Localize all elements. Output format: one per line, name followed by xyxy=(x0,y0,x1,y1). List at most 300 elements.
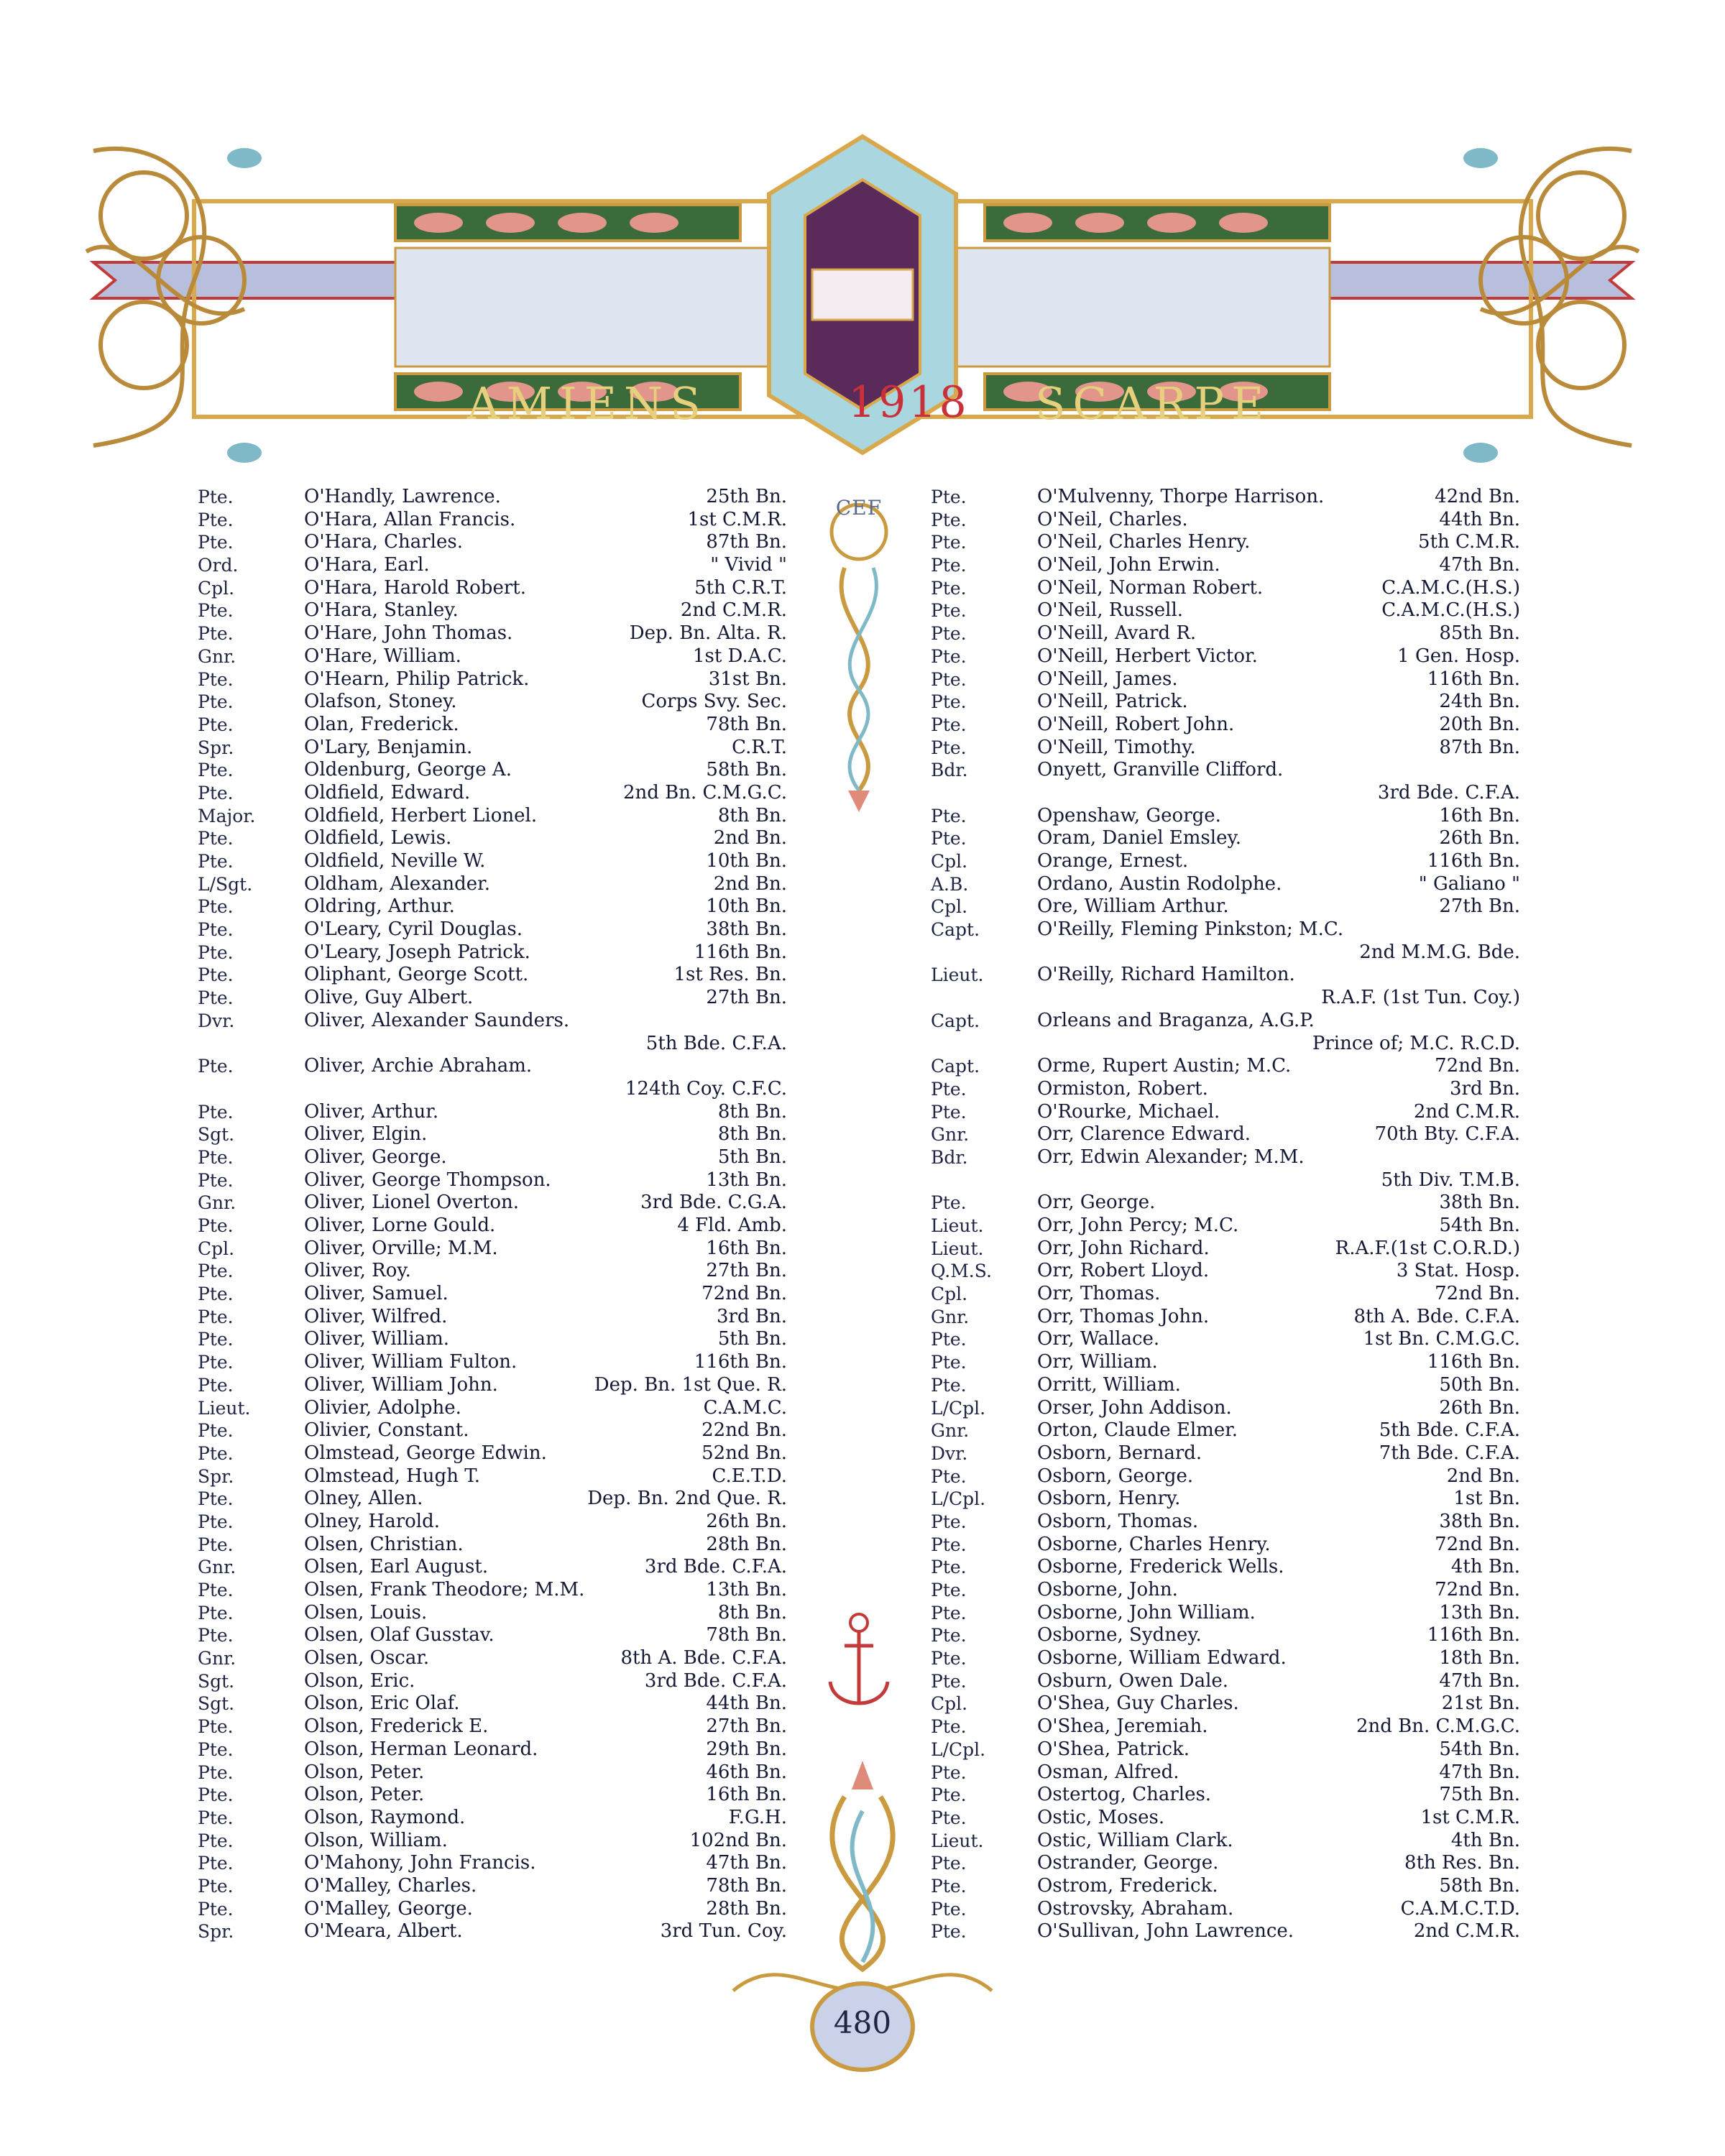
rank: Pte. xyxy=(931,1374,967,1396)
roll-entry xyxy=(198,1442,787,1465)
unit: 1st C.M.R. xyxy=(687,508,787,530)
soldier-name: O'Neill, Herbert Victor. xyxy=(1037,645,1258,667)
right-name-column xyxy=(931,486,1520,1943)
soldier-name: O'Neil, Russell. xyxy=(1037,599,1184,622)
unit: 47th Bn. xyxy=(706,1852,787,1874)
unit: 7th Bde. C.F.A. xyxy=(1379,1442,1520,1464)
soldier-name: Oliver, Alexander Saunders. xyxy=(304,1009,570,1031)
soldier-name: O'Rourke, Michael. xyxy=(1037,1100,1220,1123)
soldier-name: O'Handly, Lawrence. xyxy=(304,486,501,507)
soldier-name: Oliver, Roy. xyxy=(304,1260,411,1282)
soldier-name: Osborn, George. xyxy=(1037,1465,1194,1487)
roll-entry xyxy=(931,1260,1520,1283)
roll-entry xyxy=(931,1579,1520,1602)
unit: 31st Bn. xyxy=(708,668,787,690)
roll-entry xyxy=(931,827,1520,850)
soldier-name: Oldring, Arthur. xyxy=(304,895,455,918)
soldier-name: Osborne, Charles Henry. xyxy=(1037,1533,1271,1555)
rank: L/Cpl. xyxy=(931,1397,986,1419)
rank: Pte. xyxy=(198,1169,234,1191)
soldier-name: Olsen, Oscar. xyxy=(304,1647,430,1669)
soldier-name: Olsen, Christian. xyxy=(304,1533,464,1555)
unit: 72nd Bn. xyxy=(1435,1579,1520,1600)
roll-entry xyxy=(198,1238,787,1261)
soldier-name: O'Shea, Jeremiah. xyxy=(1037,1715,1208,1738)
roll-entry xyxy=(198,1078,787,1101)
rank: Pte. xyxy=(198,1146,234,1168)
soldier-name: O'Reilly, Fleming Pinkston; M.C. xyxy=(1037,918,1344,941)
soldier-name: O'Reilly, Richard Hamilton. xyxy=(1037,964,1295,986)
roll-entry xyxy=(198,1647,787,1670)
roll-entry xyxy=(931,509,1520,532)
rank: Ord. xyxy=(198,555,239,576)
unit: 5th Bde. C.F.A. xyxy=(1379,1419,1520,1442)
rank: Capt. xyxy=(931,1010,980,1031)
rank: Pte. xyxy=(198,1101,234,1123)
rank: Pte. xyxy=(198,1420,234,1442)
left-name-column xyxy=(198,486,787,1943)
unit: 52nd Bn. xyxy=(702,1442,787,1464)
rank: Pte. xyxy=(931,1648,967,1669)
roll-entry xyxy=(931,1830,1520,1853)
rank: Pte. xyxy=(198,851,234,872)
rank: Pte. xyxy=(198,1830,234,1851)
rank: Pte. xyxy=(198,1352,234,1373)
rank: Gnr. xyxy=(931,1124,970,1146)
soldier-name: Olney, Allen. xyxy=(304,1488,423,1510)
soldier-name: O'Hara, Harold Robert. xyxy=(304,576,526,599)
roll-entry xyxy=(198,759,787,782)
rank: Pte. xyxy=(198,987,234,1009)
roll-entry xyxy=(198,1534,787,1557)
unit: 2nd C.M.R. xyxy=(1413,1100,1520,1123)
roll-entry xyxy=(198,645,787,668)
rank: Cpl. xyxy=(198,577,235,599)
rank: Pte. xyxy=(198,487,234,507)
roll-entry xyxy=(198,1192,787,1215)
rank: Pte. xyxy=(198,1488,234,1510)
unit: 3rd Bn. xyxy=(717,1305,787,1327)
roll-entry xyxy=(931,918,1520,941)
soldier-name: Osborne, Sydney. xyxy=(1037,1624,1202,1646)
unit: 116th Bn. xyxy=(1427,1351,1520,1373)
unit: Dep. Bn. 1st Que. R. xyxy=(594,1373,787,1396)
unit: 124th Coy. C.F.C. xyxy=(625,1077,787,1100)
unit: C.A.M.C.(H.S.) xyxy=(1381,576,1520,599)
unit: 26th Bn. xyxy=(706,1510,787,1532)
roll-entry xyxy=(931,1534,1520,1557)
soldier-name: O'Malley, George. xyxy=(304,1897,473,1920)
roll-entry xyxy=(931,1556,1520,1579)
soldier-name: Oram, Daniel Emsley. xyxy=(1037,827,1241,849)
roll-entry xyxy=(198,1807,787,1830)
roll-entry xyxy=(931,1852,1520,1875)
unit: 1 Gen. Hosp. xyxy=(1397,645,1520,667)
roll-entry xyxy=(198,554,787,577)
soldier-name: Ostrom, Frederick. xyxy=(1037,1874,1218,1897)
unit: 58th Bn. xyxy=(1439,1874,1520,1897)
soldier-name: Orr, Thomas John. xyxy=(1037,1305,1210,1327)
roll-entry xyxy=(198,1488,787,1511)
unit: C.R.T. xyxy=(732,736,787,758)
roll-entry xyxy=(198,1328,787,1351)
roll-entry xyxy=(931,1101,1520,1124)
soldier-name: Olson, Raymond. xyxy=(304,1806,466,1828)
roll-entry xyxy=(931,1010,1520,1033)
soldier-name: O'Hara, Earl. xyxy=(304,554,430,576)
roll-entry xyxy=(198,1146,787,1169)
soldier-name: O'Neill, Avard R. xyxy=(1037,622,1197,645)
rank: Major. xyxy=(198,805,256,826)
rank: Pte. xyxy=(198,1875,234,1897)
unit: 2nd Bn. C.M.G.C. xyxy=(622,781,787,803)
soldier-name: Orr, Thomas. xyxy=(1037,1283,1161,1305)
roll-entry xyxy=(931,1283,1520,1306)
unit: 78th Bn. xyxy=(706,713,787,735)
unit: 38th Bn. xyxy=(706,918,787,941)
unit: 13th Bn. xyxy=(1439,1601,1520,1623)
rank: Sgt. xyxy=(198,1124,235,1146)
soldier-name: O'Neill, Robert John. xyxy=(1037,713,1235,735)
unit: 5th C.R.T. xyxy=(694,576,787,599)
rank: Cpl. xyxy=(198,1238,235,1259)
unit: 72nd Bn. xyxy=(1435,1055,1520,1077)
rank: Pte. xyxy=(198,1625,234,1646)
rank: Pte. xyxy=(931,645,967,667)
unit: 85th Bn. xyxy=(1439,622,1520,645)
unit: F.G.H. xyxy=(728,1806,787,1828)
roll-entry xyxy=(198,1169,787,1192)
rank: Pte. xyxy=(931,1853,967,1874)
soldier-name: Osborne, John. xyxy=(1037,1579,1178,1600)
unit: 8th Res. Bn. xyxy=(1404,1852,1520,1874)
rank: Pte. xyxy=(198,1716,234,1738)
rank: Gnr. xyxy=(198,1192,236,1214)
banner-right-text: SCARPE xyxy=(1035,377,1271,430)
soldier-name: Olive, Guy Albert. xyxy=(304,987,474,1009)
rank: Pte. xyxy=(931,487,967,507)
unit: 13th Bn. xyxy=(706,1579,787,1600)
unit: 27th Bn. xyxy=(706,1715,787,1738)
rank: Cpl. xyxy=(931,896,968,918)
roll-entry xyxy=(198,1761,787,1784)
rank: Pte. xyxy=(931,1625,967,1646)
rank: L/Cpl. xyxy=(931,1738,986,1760)
roll-entry xyxy=(931,1146,1520,1169)
roll-entry xyxy=(931,1511,1520,1534)
rank: Pte. xyxy=(931,737,967,758)
rank: Pte. xyxy=(931,623,967,645)
unit: 46th Bn. xyxy=(706,1761,787,1783)
unit: 8th Bn. xyxy=(717,1601,787,1623)
roll-entry xyxy=(198,918,787,941)
roll-entry xyxy=(198,1033,787,1056)
rank: Pte. xyxy=(198,1442,234,1464)
soldier-name: Oldfield, Herbert Lionel. xyxy=(304,804,538,826)
soldier-name: O'Hara, Allan Francis. xyxy=(304,508,516,530)
soldier-name: O'Meara, Albert. xyxy=(304,1920,463,1943)
unit: 116th Bn. xyxy=(694,941,787,963)
soldier-name: Osman, Alfred. xyxy=(1037,1761,1179,1783)
roll-entry xyxy=(931,1715,1520,1738)
unit: 1st C.M.R. xyxy=(1420,1806,1520,1828)
soldier-name: Olsen, Earl August. xyxy=(304,1556,489,1578)
rank: Pte. xyxy=(931,1465,967,1487)
soldier-name: O'Hearn, Philip Patrick. xyxy=(304,668,530,690)
soldier-name: Osborne, William Edward. xyxy=(1037,1647,1287,1669)
soldier-name: Orton, Claude Elmer. xyxy=(1037,1419,1238,1442)
soldier-name: Orritt, William. xyxy=(1037,1373,1181,1396)
roll-entry xyxy=(198,509,787,532)
rank: Pte. xyxy=(931,1352,967,1373)
roll-entry xyxy=(931,759,1520,782)
unit: 13th Bn. xyxy=(706,1169,787,1191)
soldier-name: Olson, Eric Olaf. xyxy=(304,1692,460,1715)
rank: Lieut. xyxy=(198,1397,251,1419)
unit: 8th A. Bde. C.F.A. xyxy=(620,1647,787,1669)
rank: Pte. xyxy=(198,1784,234,1806)
roll-entry xyxy=(198,941,787,964)
rank: Lieut. xyxy=(931,1238,984,1259)
roll-entry xyxy=(198,599,787,622)
unit: 26th Bn. xyxy=(1439,827,1520,849)
roll-entry xyxy=(198,850,787,873)
illuminated-banner xyxy=(65,108,1660,510)
unit: C.A.M.C.T.D. xyxy=(1400,1897,1520,1920)
unit: Dep. Bn. 2nd Que. R. xyxy=(587,1488,787,1510)
rank: Pte. xyxy=(198,1580,234,1600)
soldier-name: Olmstead, Hugh T. xyxy=(304,1465,480,1487)
soldier-name: Oliver, Elgin. xyxy=(304,1123,428,1146)
unit: 3rd Bde. C.F.A. xyxy=(644,1669,787,1692)
soldier-name: O'Hare, John Thomas. xyxy=(304,622,513,645)
soldier-name: Olsen, Frank Theodore; M.M. xyxy=(304,1579,585,1600)
rank: A.B. xyxy=(931,873,969,895)
center-stem-ornament xyxy=(812,503,906,812)
roll-entry xyxy=(198,622,787,645)
soldier-name: Orleans and Braganza, A.G.P. xyxy=(1037,1009,1315,1031)
roll-entry xyxy=(931,1306,1520,1329)
roll-entry xyxy=(931,714,1520,737)
roll-entry xyxy=(198,1010,787,1033)
unit: 8th A. Bde. C.F.A. xyxy=(1353,1305,1520,1327)
soldier-name: Osborn, Henry. xyxy=(1037,1488,1181,1510)
rank: Pte. xyxy=(198,714,234,735)
soldier-name: Ostic, Moses. xyxy=(1037,1806,1165,1828)
rank: Pte. xyxy=(198,509,234,530)
rank: Bdr. xyxy=(931,760,968,781)
roll-entry xyxy=(931,1192,1520,1215)
roll-entry xyxy=(198,737,787,760)
soldier-name: Orser, John Addison. xyxy=(1037,1396,1232,1419)
rank: Pte. xyxy=(198,668,234,690)
unit: 102nd Bn. xyxy=(689,1829,787,1851)
roll-entry xyxy=(931,873,1520,896)
page-number: 480 xyxy=(833,2005,892,2040)
unit: 72nd Bn. xyxy=(1435,1533,1520,1555)
unit: 5th Bn. xyxy=(717,1328,787,1350)
rank: Pte. xyxy=(198,782,234,803)
unit: 1st Bn. C.M.G.C. xyxy=(1363,1328,1520,1350)
soldier-name: O'Hara, Stanley. xyxy=(304,599,459,622)
soldier-name: Orr, John Richard. xyxy=(1037,1237,1210,1259)
rank: Pte. xyxy=(198,760,234,781)
roll-entry xyxy=(931,1738,1520,1761)
roll-entry xyxy=(931,531,1520,554)
unit: 20th Bn. xyxy=(1439,713,1520,735)
banner-year: 1918 xyxy=(848,377,970,428)
roll-entry xyxy=(198,1101,787,1124)
unit: 1st Res. Bn. xyxy=(673,964,787,986)
rank: Pte. xyxy=(198,1056,234,1077)
unit: 1st Bn. xyxy=(1453,1488,1520,1510)
rank: Pte. xyxy=(931,828,967,849)
rank: Pte. xyxy=(198,1853,234,1874)
roll-entry xyxy=(931,554,1520,577)
roll-entry xyxy=(931,1419,1520,1442)
roll-entry xyxy=(198,1692,787,1715)
roll-entry xyxy=(198,964,787,987)
roll-entry xyxy=(931,850,1520,873)
roll-entry xyxy=(198,577,787,600)
roll-entry xyxy=(198,1556,787,1579)
roll-entry xyxy=(198,1624,787,1647)
rank: Pte. xyxy=(198,600,234,622)
roll-entry xyxy=(931,1123,1520,1146)
soldier-name: O'Lary, Benjamin. xyxy=(304,736,473,758)
rank: Pte. xyxy=(198,691,234,713)
soldier-name: Ostertog, Charles. xyxy=(1037,1784,1212,1806)
rank: Pte. xyxy=(198,1761,234,1783)
roll-entry xyxy=(931,1647,1520,1670)
roll-entry xyxy=(931,645,1520,668)
rank: Pte. xyxy=(931,1807,967,1828)
roll-entry xyxy=(931,1055,1520,1078)
rank: Pte. xyxy=(931,805,967,826)
unit: 44th Bn. xyxy=(706,1692,787,1715)
unit: 3rd Bde. C.F.A. xyxy=(644,1556,787,1578)
soldier-name: O'Shea, Patrick. xyxy=(1037,1738,1190,1760)
rank: Pte. xyxy=(931,600,967,622)
soldier-name: Oldfield, Lewis. xyxy=(304,827,452,849)
soldier-name: Olson, Frederick E. xyxy=(304,1715,489,1738)
soldier-name: O'Neill, Patrick. xyxy=(1037,691,1188,713)
roll-entry xyxy=(931,1488,1520,1511)
soldier-name: O'Leary, Joseph Patrick. xyxy=(304,941,530,963)
rank: Pte. xyxy=(198,828,234,849)
soldier-name: Olmstead, George Edwin. xyxy=(304,1442,547,1464)
roll-entry xyxy=(198,714,787,737)
roll-entry xyxy=(198,1670,787,1693)
unit: 4th Bn. xyxy=(1450,1556,1520,1578)
unit: 2nd Bn. C.M.G.C. xyxy=(1356,1715,1520,1738)
unit: 47th Bn. xyxy=(1439,1669,1520,1692)
rank: Pte. xyxy=(198,1807,234,1828)
roll-entry xyxy=(198,1123,787,1146)
rank: Pte. xyxy=(198,1898,234,1920)
unit: Corps Svy. Sec. xyxy=(641,691,787,713)
roll-entry xyxy=(931,1898,1520,1921)
rank: Capt. xyxy=(931,919,980,941)
monogram: CEF xyxy=(835,495,883,520)
rank: Pte. xyxy=(931,577,967,599)
unit: 78th Bn. xyxy=(706,1624,787,1646)
roll-entry xyxy=(198,1579,787,1602)
rank: Pte. xyxy=(931,1580,967,1600)
unit: 4 Fld. Amb. xyxy=(677,1215,787,1236)
rank: Pte. xyxy=(198,964,234,986)
roll-entry xyxy=(931,1169,1520,1192)
rank: Spr. xyxy=(198,1921,234,1943)
roll-entry xyxy=(198,531,787,554)
rank: Lieut. xyxy=(931,964,984,986)
rank: Cpl. xyxy=(931,851,968,872)
unit: 72nd Bn. xyxy=(702,1283,787,1305)
unit: 116th Bn. xyxy=(1427,850,1520,872)
rank: Pte. xyxy=(198,1511,234,1532)
rank: Pte. xyxy=(931,509,967,530)
roll-entry xyxy=(931,486,1520,509)
soldier-name: Oliver, Orville; M.M. xyxy=(304,1237,498,1259)
soldier-name: Orr, George. xyxy=(1037,1192,1156,1214)
unit: 5th Div. T.M.B. xyxy=(1381,1169,1520,1191)
soldier-name: O'Hara, Charles. xyxy=(304,531,463,553)
unit: 38th Bn. xyxy=(1439,1192,1520,1214)
rank: Bdr. xyxy=(931,1146,968,1168)
rank: Sgt. xyxy=(198,1670,235,1692)
soldier-name: Orr, Clarence Edward. xyxy=(1037,1123,1251,1146)
soldier-name: Osburn, Owen Dale. xyxy=(1037,1669,1229,1692)
rank: Pte. xyxy=(931,1534,967,1555)
soldier-name: Olan, Frederick. xyxy=(304,713,459,735)
roll-entry xyxy=(931,987,1520,1010)
unit: 2nd Bn. xyxy=(713,872,787,895)
unit: 4th Bn. xyxy=(1450,1829,1520,1851)
roll-entry xyxy=(931,1033,1520,1056)
unit: 72nd Bn. xyxy=(1435,1283,1520,1305)
unit: 116th Bn. xyxy=(1427,1624,1520,1646)
roll-entry xyxy=(931,1238,1520,1261)
unit: 27th Bn. xyxy=(1439,895,1520,918)
unit: 2nd M.M.G. Bde. xyxy=(1359,941,1520,963)
unit: 2nd Bn. xyxy=(1446,1465,1520,1487)
soldier-name: Orr, Robert Lloyd. xyxy=(1037,1260,1210,1282)
rank: Lieut. xyxy=(931,1830,984,1851)
soldier-name: O'Neil, Charles Henry. xyxy=(1037,531,1251,553)
soldier-name: O'Sullivan, John Lawrence. xyxy=(1037,1920,1294,1943)
unit: 16th Bn. xyxy=(706,1237,787,1259)
unit: 25th Bn. xyxy=(706,486,787,507)
roll-entry xyxy=(198,1898,787,1921)
soldier-name: Olsen, Louis. xyxy=(304,1601,428,1623)
roll-entry xyxy=(931,1807,1520,1830)
soldier-name: Oliver, William John. xyxy=(304,1373,498,1396)
soldier-name: Oliver, Wilfred. xyxy=(304,1305,448,1327)
rank: Pte. xyxy=(931,1329,967,1350)
unit: 29th Bn. xyxy=(706,1738,787,1760)
soldier-name: Olson, Peter. xyxy=(304,1784,425,1806)
rank: L/Cpl. xyxy=(931,1488,986,1510)
soldier-name: Olsen, Olaf Gusstav. xyxy=(304,1624,494,1646)
soldier-name: O'Neil, Charles. xyxy=(1037,508,1188,530)
soldier-name: Oldham, Alexander. xyxy=(304,872,490,895)
soldier-name: Oldenburg, George A. xyxy=(304,759,512,781)
soldier-name: Ostrovsky, Abraham. xyxy=(1037,1897,1234,1920)
roll-entry xyxy=(198,1306,787,1329)
unit: 47th Bn. xyxy=(1439,554,1520,576)
soldier-name: Olson, William. xyxy=(304,1829,448,1851)
rank: Pte. xyxy=(198,896,234,918)
